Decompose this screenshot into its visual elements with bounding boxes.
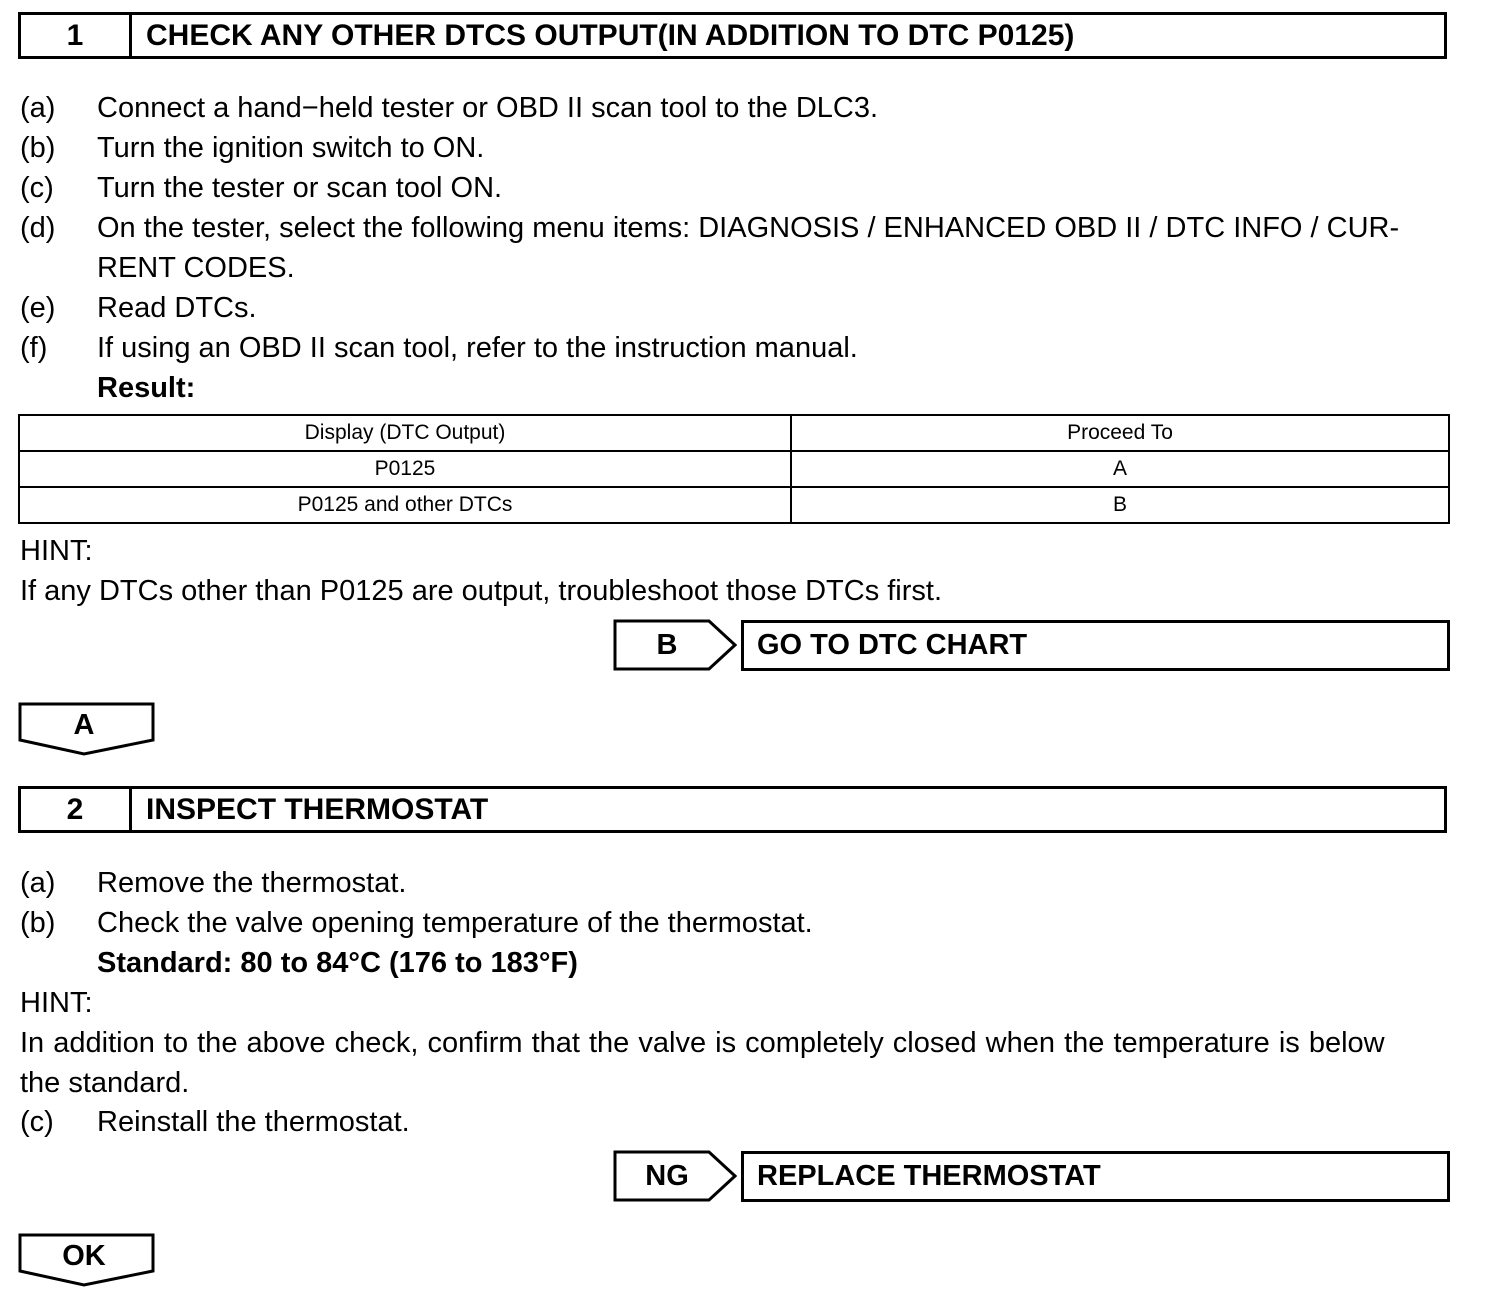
step-label: (a) bbox=[20, 92, 56, 124]
hint-label: HINT: bbox=[20, 535, 93, 567]
step-1-number: 1 bbox=[21, 15, 132, 56]
table-cell: P0125 bbox=[19, 451, 791, 487]
result-a-tab bbox=[18, 702, 156, 756]
step-1-title: CHECK ANY OTHER DTCS OUTPUT(IN ADDITION TO DTC P0125) bbox=[146, 19, 1075, 52]
hint-text: In addition to the above check, confirm that the valve is completely closed when the temperature is below bbox=[20, 1027, 1385, 1059]
step-2-header bbox=[18, 786, 1447, 833]
table-row bbox=[19, 451, 1449, 487]
result-a-label: A bbox=[73, 709, 95, 741]
step-text-continued: RENT CODES. bbox=[97, 252, 295, 284]
step-label: (b) bbox=[20, 907, 56, 939]
table-header-cell: Display (DTC Output) bbox=[19, 415, 791, 451]
step-label: (c) bbox=[20, 172, 54, 204]
branch-ng-action-box bbox=[741, 1151, 1450, 1202]
step-label: (a) bbox=[20, 867, 56, 899]
step-text: Check the valve opening temperature of the thermostat. bbox=[97, 907, 813, 939]
step-text: If using an OBD II scan tool, refer to the instruction manual. bbox=[97, 332, 858, 364]
step-text: Reinstall the thermostat. bbox=[97, 1106, 410, 1138]
step-text: Turn the tester or scan tool ON. bbox=[97, 172, 503, 204]
step-label: (c) bbox=[20, 1106, 54, 1138]
branch-b-label: B bbox=[656, 629, 678, 661]
result-table bbox=[18, 414, 1450, 524]
table-cell: A bbox=[791, 451, 1449, 487]
branch-b-action: GO TO DTC CHART bbox=[757, 629, 1028, 661]
hint-label: HINT: bbox=[20, 987, 93, 1019]
table-cell: B bbox=[791, 487, 1449, 523]
step-2-number: 2 bbox=[21, 789, 132, 830]
branch-ng-action: REPLACE THERMOSTAT bbox=[757, 1160, 1101, 1192]
step-text: Remove the thermostat. bbox=[97, 867, 407, 899]
result-ok-tab bbox=[18, 1233, 156, 1287]
table-cell: P0125 and other DTCs bbox=[19, 487, 791, 523]
step-text: Read DTCs. bbox=[97, 292, 257, 324]
branch-ng-tag bbox=[613, 1150, 737, 1202]
step-label: (b) bbox=[20, 132, 56, 164]
result-label: Result: bbox=[97, 372, 196, 404]
step-text: On the tester, select the following menu items: DIAGNOSIS / ENHANCED OBD II / DTC INFO / CUR- bbox=[97, 212, 1400, 244]
branch-ng-label: NG bbox=[645, 1160, 689, 1192]
branch-b-tag bbox=[613, 619, 737, 671]
step-label: (e) bbox=[20, 292, 56, 324]
hint-text-continued: the standard. bbox=[20, 1067, 190, 1099]
step-label: (d) bbox=[20, 212, 56, 244]
step-1-header bbox=[18, 12, 1447, 59]
step-2-title: INSPECT THERMOSTAT bbox=[146, 793, 489, 826]
table-header-cell: Proceed To bbox=[791, 415, 1449, 451]
step-text: Connect a hand−held tester or OBD II scan tool to the DLC3. bbox=[97, 92, 879, 124]
step-label: (f) bbox=[20, 332, 48, 364]
hint-text: If any DTCs other than P0125 are output, troubleshoot those DTCs first. bbox=[20, 575, 943, 607]
standard-spec: Standard: 80 to 84°C (176 to 183°F) bbox=[97, 947, 578, 979]
table-row bbox=[19, 487, 1449, 523]
result-ok-label: OK bbox=[62, 1240, 106, 1272]
table-header-row bbox=[19, 415, 1449, 451]
step-text: Turn the ignition switch to ON. bbox=[97, 132, 485, 164]
branch-b-action-box bbox=[741, 620, 1450, 671]
